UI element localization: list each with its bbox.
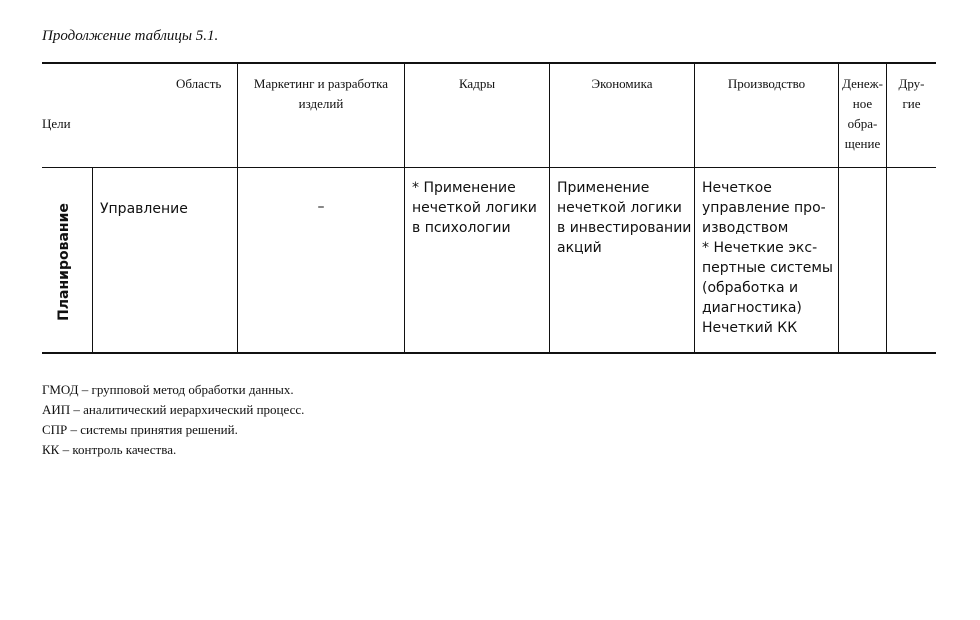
column-divider [549,64,550,352]
footnote: СПР – системы принятия решений. [42,422,238,437]
footnote: ГМОД – групповой метод обработки данных. [42,382,294,397]
header-money-line: обра- [847,116,878,131]
cell-line: акций [557,240,602,256]
header-other [887,74,936,114]
table-caption: Продолжение таблицы 5.1. [42,28,219,44]
column-divider [694,64,695,352]
header-money-circulation [839,74,886,154]
column-divider [92,168,93,352]
cell-line: * Нечеткие экс- [702,240,818,256]
header-other-line: Дру- [898,76,925,91]
footnote: АИП – аналитический иерархический процесс. [42,402,305,417]
cell-line: (обработка и [702,280,799,296]
cell-marketing: – [317,199,325,215]
header-money-line: ное [852,96,873,111]
table-top-rule [42,62,936,64]
row-group-label [50,174,78,350]
cell-production [702,178,838,338]
row-subgroup: Управление [100,201,188,217]
cell-line: изводством [702,220,789,236]
cell-line: в инвестировании [557,220,692,236]
cell-economics [557,178,694,258]
header-production: Производство [727,76,806,91]
cell-line: нечеткой логики [557,200,682,216]
cell-line: диагностика) [702,300,802,316]
header-money-line: Денеж- [842,76,883,91]
cell-line: Нечеткое [702,180,772,196]
cell-personnel [412,178,548,238]
column-divider [404,64,405,352]
cell-line: управление про- [702,200,826,216]
header-bottom-rule [42,167,936,168]
header-marketing: Маркетинг и разработка изделий [253,76,389,111]
footnotes [42,380,304,460]
cell-line: Применение [557,180,650,196]
header-personnel: Кадры [458,76,496,91]
cell-line: пертные системы [702,260,833,276]
footnote: КК – контроль качества. [42,442,177,457]
table-bottom-rule [42,352,936,354]
header-money-line: щение [844,136,881,151]
cell-line: в психологии [412,220,511,236]
header-economics: Экономика [591,76,653,91]
cell-line: нечеткой логики [412,200,537,216]
cell-line: Нечеткий КК [702,320,798,336]
header-goals: Цели [42,116,71,131]
row-group-text: Планирование [56,203,73,321]
cell-line: * Применение [412,180,516,196]
header-other-line: гие [902,96,921,111]
header-area: Область [176,76,222,91]
